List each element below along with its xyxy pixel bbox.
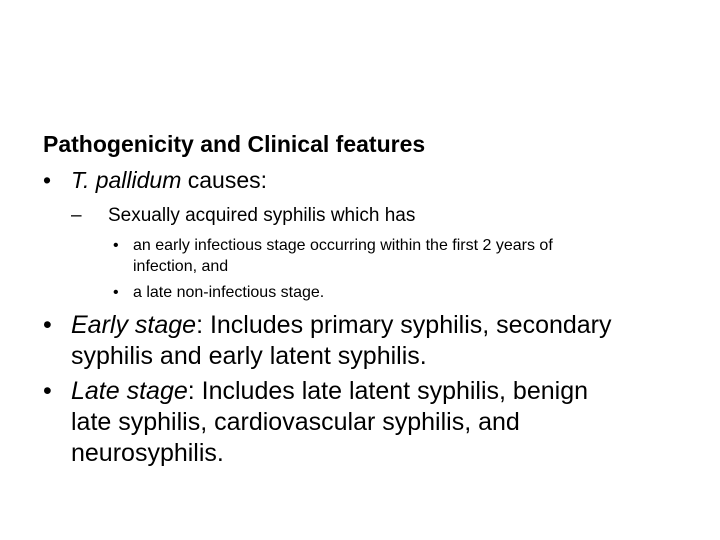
- late-stage-text: : Includes late latent syphilis, benign: [187, 377, 589, 405]
- bullet-glyph: •: [113, 237, 119, 254]
- late-stage-label: Late stage: [71, 377, 188, 405]
- early-stage-text-line2: syphilis and early latent syphilis.: [71, 342, 427, 370]
- sub-text: Sexually acquired syphilis which has: [108, 205, 416, 226]
- organism-name: T. pallidum: [71, 167, 182, 193]
- early-stage-item: [43, 310, 612, 341]
- point-text-line1: an early infectious stage occurring within the first 2 years of: [133, 237, 553, 254]
- early-stage-label: Early stage: [71, 311, 197, 339]
- cause-text: causes:: [181, 167, 268, 193]
- slide-heading: Pathogenicity and Clinical features: [43, 131, 426, 157]
- early-stage-text: : Includes primary syphilis, secondary: [196, 311, 612, 339]
- point-item-late-stage: [113, 282, 324, 303]
- point-item-early-stage: [113, 235, 553, 256]
- bullet-glyph: •: [113, 284, 119, 301]
- bullet-glyph: •: [43, 167, 52, 193]
- late-stage-item: [43, 376, 588, 407]
- late-stage-text-line2: late syphilis, cardiovascular syphilis, and: [71, 408, 520, 436]
- dash-glyph: –: [71, 205, 82, 226]
- cause-bullet-item: [43, 165, 267, 196]
- late-stage-text-line3: neurosyphilis.: [71, 439, 224, 467]
- point-text-line2: infection, and: [133, 258, 229, 275]
- point-text-line1: a late non-infectious stage.: [133, 284, 325, 301]
- bullet-glyph: •: [43, 311, 52, 339]
- bullet-glyph: •: [43, 377, 52, 405]
- sub-dash-item: [71, 203, 415, 229]
